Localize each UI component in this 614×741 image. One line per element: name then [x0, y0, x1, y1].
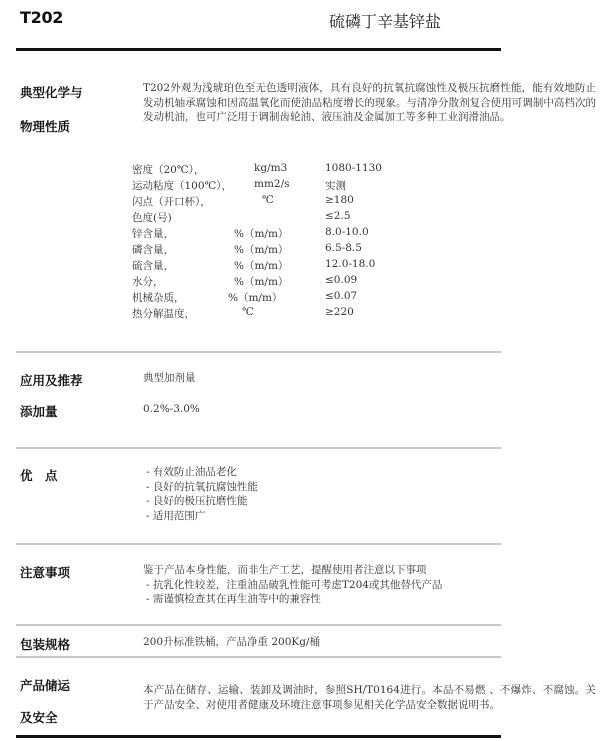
- property-name: 锌含量，: [132, 228, 174, 240]
- section-divider: [16, 656, 501, 658]
- application-label-line1: 应用及推荐: [20, 373, 83, 388]
- dosage-value: 0.2%-3.0%: [143, 403, 200, 415]
- section-divider: [16, 351, 501, 353]
- property-value: ≤0.07: [325, 290, 358, 302]
- cautions-intro: 鉴于产品本身性能，而非生产工艺，提醒使用者注意以下事项: [143, 564, 427, 576]
- property-name: 色度(号): [132, 212, 172, 224]
- section-divider: [16, 624, 501, 626]
- property-unit: %（m/m）: [234, 260, 289, 272]
- properties-label-line1: 典型化学与: [20, 85, 83, 100]
- advantage-item: - 良好的极压抗磨性能: [146, 495, 248, 507]
- advantage-item: - 良好的抗氧抗腐蚀性能: [146, 480, 258, 493]
- property-unit: %（m/m）: [228, 292, 283, 304]
- advantages-label: 优 点: [20, 468, 58, 483]
- packaging-text: 200升标准铁桶，产品净重 200Kg/桶: [143, 636, 321, 648]
- application-label-line2: 添加量: [20, 404, 58, 419]
- advantage-item: - 适用范围广: [146, 509, 206, 522]
- property-value: ≥180: [325, 194, 354, 206]
- cautions-label: 注意事项: [20, 565, 71, 580]
- packaging-label: 包装规格: [20, 637, 71, 652]
- property-value: 12.0-18.0: [325, 258, 376, 270]
- storage-label-line2: 及安全: [20, 710, 58, 725]
- property-unit: ℃: [242, 306, 254, 318]
- property-name: 磷含量，: [132, 244, 174, 256]
- section-divider: [16, 543, 501, 545]
- property-value: ≥220: [325, 306, 354, 318]
- property-name: 机械杂质，: [132, 292, 185, 304]
- property-name: 硫含量，: [132, 260, 174, 272]
- product-code: T202: [20, 8, 64, 27]
- header-divider: [16, 48, 501, 51]
- property-name: 闪点（开口杯），: [132, 196, 211, 208]
- property-unit: %（m/m）: [234, 228, 289, 240]
- dosage-label: 典型加剂量: [143, 372, 196, 384]
- properties-label-line2: 物理性质: [20, 119, 71, 134]
- property-name: 热分解温度，: [132, 308, 195, 320]
- caution-item: - 抗乳化性较差，注重油品破乳性能可考虑T204或其他替代产品: [146, 578, 443, 591]
- property-name: 密度（20℃），: [132, 164, 205, 176]
- properties-description: T202外观为浅琥珀色至无色透明液体，具有良好的抗氧抗腐蚀性及极压抗磨性能，能有效地防止发动机轴承腐蚀和因高温氧化而使油品粘度增长的现象。与清净分散剂复合使用可调制中高档次的发动机油，也可广泛用于调制齿轮油、液压油及金属加工等多种工业润滑油品。: [143, 82, 596, 123]
- footer-divider: [16, 735, 501, 738]
- property-unit: %（m/m）: [234, 276, 289, 288]
- product-name: 硫磷丁辛基锌盐: [329, 12, 442, 31]
- property-unit: %（m/m）: [234, 244, 289, 256]
- section-divider: [16, 447, 501, 449]
- property-name: 运动粘度（100℃），: [132, 180, 233, 192]
- advantage-item: - 有效防止油品老化: [146, 466, 237, 478]
- property-unit: mm2/s: [254, 178, 290, 190]
- storage-text: 本产品在储存、运输、装卸及调油时，参照SH/T0164进行。本品不易燃 、不爆炸、不腐蚀。关于产品安全、对使用者健康及环境注意事项参见相关化学品安全数据说明书。: [143, 684, 596, 711]
- property-value: 8.0-10.0: [325, 226, 369, 238]
- storage-label-line1: 产品储运: [20, 678, 71, 693]
- caution-item: - 需谨慎检查其在再生油等中的兼容性: [146, 593, 321, 605]
- advantages-list: [146, 465, 258, 523]
- cautions-content: [143, 563, 442, 607]
- property-value: ≤0.09: [325, 274, 358, 286]
- property-name: 水分，: [132, 276, 164, 288]
- property-value: 6.5-8.5: [325, 242, 362, 254]
- property-value: ≤2.5: [325, 210, 351, 222]
- property-unit: kg/m3: [254, 162, 288, 174]
- property-value: 实测: [325, 180, 346, 192]
- property-value: 1080-1130: [325, 162, 382, 174]
- property-unit: ℃: [262, 194, 274, 206]
